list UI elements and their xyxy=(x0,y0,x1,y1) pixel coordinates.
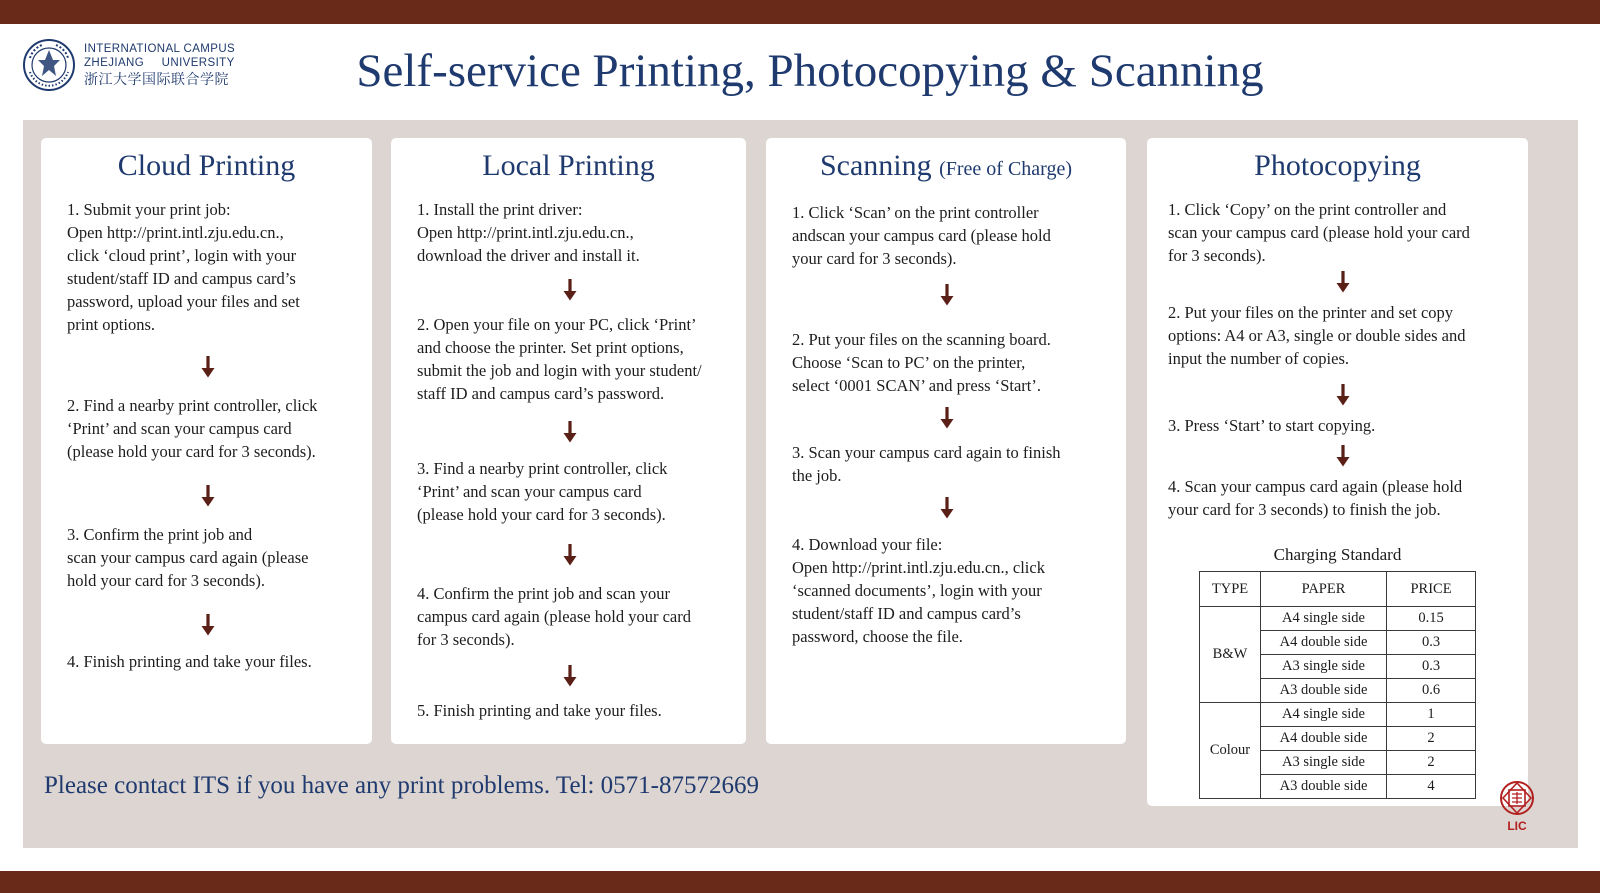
scanning-title xyxy=(766,148,1126,187)
down-arrow-icon xyxy=(417,544,722,566)
paper-cell: A4 double side xyxy=(1261,631,1387,655)
type-bw: B&W xyxy=(1200,607,1261,703)
logo-line-1: INTERNATIONAL CAMPUS xyxy=(84,42,236,55)
local-step-4: 4. Confirm the print job and scan your campus card again (please hold your card for 3 seconds). xyxy=(417,584,691,649)
scanning-steps xyxy=(766,201,1126,648)
down-arrow-icon xyxy=(67,614,348,636)
logo-line-2: ZHEJIANG UNIVERSITY xyxy=(84,56,235,69)
price-cell: 0.3 xyxy=(1387,655,1476,679)
scanning-card xyxy=(766,138,1126,744)
paper-cell: A3 double side xyxy=(1261,679,1387,703)
copy-step-3: 3. Press ‘Start’ to start copying. xyxy=(1168,416,1376,435)
down-arrow-icon xyxy=(792,497,1102,519)
cloud-printing-card xyxy=(41,138,372,744)
local-step-3: 3. Find a nearby print controller, click ‘Print’ and scan your campus card (please hold your card for 3 seconds). xyxy=(417,459,668,524)
down-arrow-icon xyxy=(67,356,348,378)
local-printing-card xyxy=(391,138,746,744)
scanning-title-main: Scanning xyxy=(819,149,932,182)
scan-step-1: 1. Click ‘Scan’ on the print controller andscan your campus card (please hold your card for 3 seconds). xyxy=(792,203,1051,268)
cloud-printing-title: Cloud Printing xyxy=(117,149,296,182)
header-paper: PAPER xyxy=(1261,572,1387,607)
cloud-step-4: 4. Finish printing and take your files. xyxy=(67,652,312,671)
lic-label: LIC xyxy=(1507,819,1527,833)
contact-notice: Please contact ITS if you have any print problems. Tel: 0571-87572669 xyxy=(44,772,760,799)
down-arrow-icon xyxy=(67,485,348,507)
price-cell: 2 xyxy=(1387,727,1476,751)
cloud-step-2: 2. Find a nearby print controller, click ‘Print’ and scan your campus card (please hold your card for 3 seconds). xyxy=(67,396,318,461)
header-type: TYPE xyxy=(1200,572,1261,607)
charging-header-row xyxy=(1200,572,1476,607)
scan-step-3: 3. Scan your campus card again to finish the job. xyxy=(792,443,1061,485)
copy-step-1: 1. Click ‘Copy’ on the print controller and scan your campus card (please hold your card for 3 seconds). xyxy=(1168,200,1470,265)
header-price: PRICE xyxy=(1387,572,1476,607)
photocopying-steps xyxy=(1147,198,1528,521)
local-step-5: 5. Finish printing and take your files. xyxy=(417,701,662,720)
down-arrow-icon xyxy=(1168,445,1518,467)
cloud-step-3: 3. Confirm the print job and scan your campus card again (please hold your card for 3 seconds). xyxy=(67,525,309,590)
paper-cell: A4 single side xyxy=(1261,607,1387,631)
down-arrow-icon xyxy=(417,665,722,687)
down-arrow-icon xyxy=(792,407,1102,429)
down-arrow-icon xyxy=(417,279,722,301)
charging-standard-title: Charging Standard xyxy=(1273,545,1402,564)
paper-cell: A4 single side xyxy=(1261,703,1387,727)
bottom-banner-bar xyxy=(0,871,1600,893)
table-row xyxy=(1200,607,1476,631)
price-cell: 0.3 xyxy=(1387,631,1476,655)
price-cell: 1 xyxy=(1387,703,1476,727)
table-row xyxy=(1200,703,1476,727)
charging-table xyxy=(1199,571,1476,799)
down-arrow-icon xyxy=(1168,384,1518,406)
photocopying-title: Photocopying xyxy=(1254,149,1421,182)
price-cell: 4 xyxy=(1387,775,1476,799)
paper-cell: A4 double side xyxy=(1261,727,1387,751)
local-printing-steps xyxy=(391,198,746,722)
lic-emblem-icon xyxy=(1498,780,1536,816)
paper-cell: A3 single side xyxy=(1261,751,1387,775)
down-arrow-icon xyxy=(1168,271,1518,293)
lic-logo xyxy=(1497,780,1537,833)
local-step-1: 1. Install the print driver: Open http://print.intl.zju.edu.cn., download the driver and install it. xyxy=(417,200,640,265)
type-colour: Colour xyxy=(1200,703,1261,799)
cloud-step-1: 1. Submit your print job: Open http://print.intl.zju.edu.cn., click ‘cloud print’, login with your student/staff ID and campus card’s password, upload your files and set print options. xyxy=(67,200,300,334)
down-arrow-icon xyxy=(792,284,1102,306)
down-arrow-icon xyxy=(417,421,722,443)
photocopying-card xyxy=(1147,138,1528,806)
paper-cell: A3 double side xyxy=(1261,775,1387,799)
copy-step-2: 2. Put your files on the printer and set copy options: A4 or A3, single or double sides and input the number of copies. xyxy=(1168,303,1466,368)
scanning-free-note: (Free of Charge) xyxy=(939,158,1073,180)
price-cell: 0.15 xyxy=(1387,607,1476,631)
scan-step-2: 2. Put your files on the scanning board. Choose ‘Scan to PC’ on the printer, select ‘0001 SCAN’ and press ‘Start’. xyxy=(792,330,1051,395)
scan-step-4: 4. Download your file: Open http://print.intl.zju.edu.cn., click ‘scanned documents’, login with your student/staff ID and campus card’s password, choose the file. xyxy=(792,535,1045,646)
paper-cell: A3 single side xyxy=(1261,655,1387,679)
local-step-2: 2. Open your file on your PC, click ‘Print’ and choose the printer. Set print options, submit the job and login with your student/ staff ID and campus card’s password. xyxy=(417,315,702,403)
local-printing-title: Local Printing xyxy=(482,149,655,182)
cloud-printing-steps xyxy=(41,198,372,673)
logo-line-chinese: 浙江大学国际联合学院 xyxy=(84,70,229,87)
top-banner-bar xyxy=(0,0,1600,24)
price-cell: 0.6 xyxy=(1387,679,1476,703)
copy-step-4: 4. Scan your campus card again (please hold your card for 3 seconds) to finish the job. xyxy=(1168,477,1463,519)
page-title: Self-service Printing, Photocopying & Scanning xyxy=(356,45,1264,97)
price-cell: 2 xyxy=(1387,751,1476,775)
